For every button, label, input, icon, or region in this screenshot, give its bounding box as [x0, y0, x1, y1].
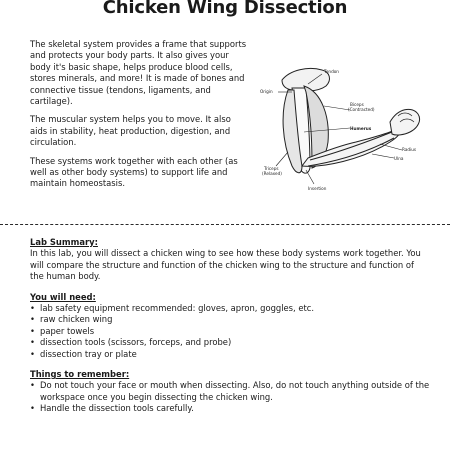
- label-radius: Radius: [402, 147, 417, 152]
- label-humerus: Humerus: [350, 126, 372, 131]
- list-item: • dissection tools (scissors, forceps, and probe): [30, 337, 430, 348]
- list-item: • Handle the dissection tools carefully.: [30, 403, 430, 414]
- list-item: • paper towels: [30, 326, 430, 337]
- you-will-need-heading: You will need:: [30, 291, 96, 302]
- lab-details: [30, 237, 430, 424]
- intro-section: [30, 39, 248, 197]
- materials-list: [30, 303, 430, 360]
- label-insertion: Insertion: [308, 186, 327, 191]
- lab-summary-text: In this lab, you will dissect a chicken wing to see how these body systems work together. You will compare the structure and function of the chicken wing to the structure and function of the human body.: [30, 248, 421, 282]
- intro-muscular-paragraph: The muscular system helps you to move. It also aids in stability, heat production, digestion, and circulation.: [30, 114, 231, 148]
- label-origin: Origin: [260, 89, 273, 94]
- label-ulna: Ulna: [394, 156, 404, 161]
- list-item: • dissection tray or plate: [30, 349, 430, 360]
- label-triceps-state: (Relaxed): [262, 171, 282, 176]
- things-to-remember-heading: Things to remember:: [30, 369, 130, 380]
- section-divider: [0, 224, 450, 225]
- list-item: • Do not touch your face or mouth when dissecting. Also, do not touch anything outside of the workspace once you begin dissecting the chicken wing.: [30, 380, 430, 403]
- lab-summary-heading: Lab Summary:: [30, 237, 98, 247]
- reminders-list: [30, 380, 430, 414]
- label-biceps: Biceps: [350, 102, 364, 107]
- label-tendon: Tendon: [324, 69, 339, 74]
- intro-systems-paragraph: These systems work together with each other (as well as other body systems) to support life and maintain homeostasis.: [30, 155, 238, 189]
- arm-muscle-diagram: [252, 62, 432, 197]
- label-triceps: Triceps: [264, 166, 279, 171]
- intro-skeletal-paragraph: The skeletal system provides a frame that supports and protects your body parts. It also gives your body it's basic shape, helps produce blood cells, stores minerals, and more! It is made of bones and connective tissue (tendons, ligaments, and cartilage).: [30, 39, 247, 107]
- label-biceps-state: (Contracted): [348, 107, 375, 112]
- list-item: • raw chicken wing: [30, 314, 430, 325]
- page-title: Chicken Wing Dissection: [102, 0, 348, 18]
- list-item: • lab safety equipment recommended: gloves, apron, goggles, etc.: [30, 303, 430, 314]
